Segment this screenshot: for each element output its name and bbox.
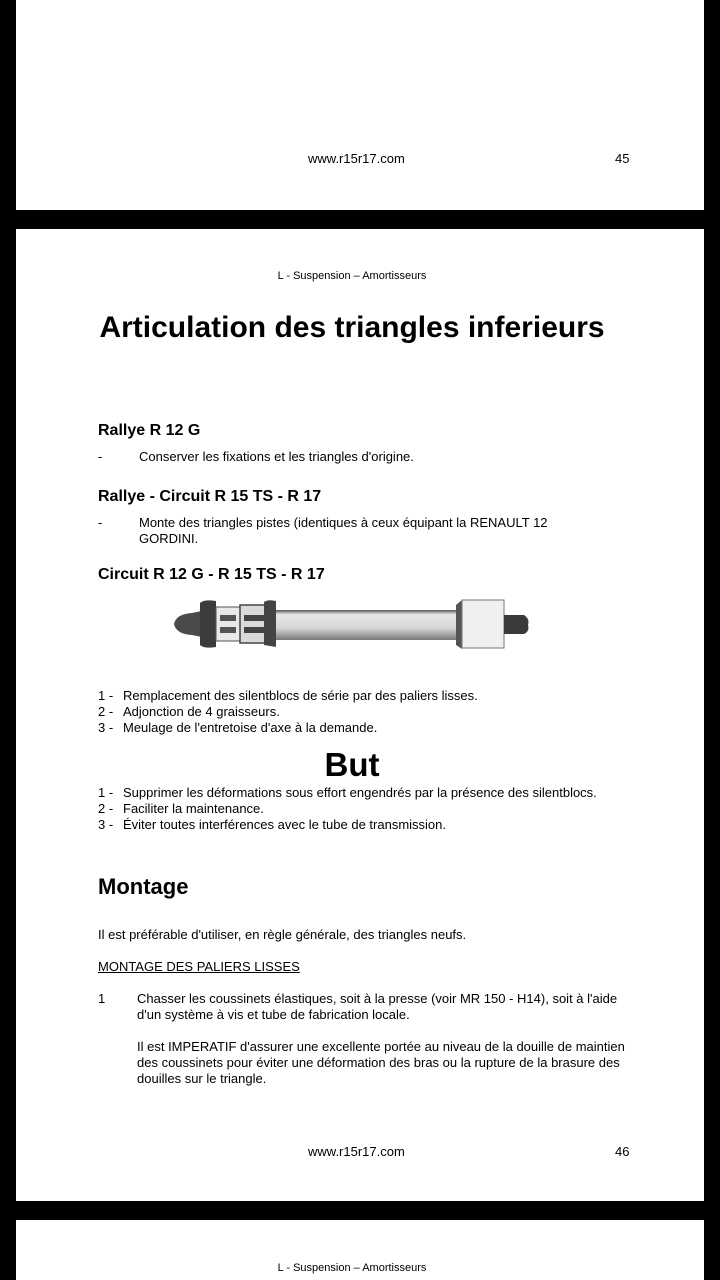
- page-number: 46: [615, 1144, 630, 1159]
- section-text: Conserver les fixations et les triangles d'origine.: [139, 449, 414, 464]
- list-number: 2 -: [98, 801, 114, 816]
- pdf-page-46: [16, 229, 704, 1201]
- section-heading-circuit: Circuit R 12 G - R 15 TS - R 17: [98, 566, 325, 583]
- modifications-list: [98, 688, 478, 736]
- montage-intro: Il est préférable d'utiliser, en règle générale, des triangles neufs.: [98, 927, 467, 942]
- step-note: Il est IMPERATIF d'assurer une excellente portée au niveau de la douille de maintien des coussinets pour éviter une déformation des bras ou la rupture de la brasure des douilles sur le triangle.: [137, 1039, 625, 1086]
- list-number: 2 -: [98, 704, 114, 719]
- axle-bolt-photo-icon: [172, 597, 532, 651]
- list-text: Meulage de l'entretoise d'axe à la demande.: [123, 720, 378, 735]
- footer-url: www.r15r17.com: [308, 1144, 405, 1159]
- list-text: Remplacement des silentblocs de série par des paliers lisses.: [123, 688, 478, 703]
- running-head: L - Suspension – Amortisseurs: [277, 270, 427, 282]
- section-text: Monte des triangles pistes (identiques à ceux équipant la RENAULT 12 GORDINI.: [139, 515, 548, 546]
- list-number: 1 -: [98, 688, 114, 703]
- page-number: 45: [615, 151, 630, 166]
- list-item: [98, 704, 478, 720]
- step-number: 1: [98, 991, 106, 1006]
- list-text: Adjonction de 4 graisseurs.: [123, 704, 280, 719]
- footer-url: www.r15r17.com: [308, 151, 405, 166]
- montage-subheading: MONTAGE DES PALIERS LISSES: [98, 959, 300, 974]
- bullet-dash: -: [98, 515, 103, 530]
- goals-list: [98, 785, 606, 833]
- list-text: Éviter toutes interférences avec le tube de transmission.: [123, 817, 446, 832]
- section-heading-rallye-r12g: Rallye R 12 G: [98, 422, 201, 439]
- list-number: 3 -: [98, 817, 114, 832]
- pdf-page-47: [16, 1220, 704, 1280]
- list-number: 1 -: [98, 785, 114, 800]
- list-item: [98, 817, 606, 833]
- page-title: Articulation des triangles inferieurs: [99, 311, 605, 344]
- pdf-page-45: [16, 0, 704, 210]
- list-number: 3 -: [98, 720, 114, 735]
- list-item: [98, 688, 478, 704]
- section-heading-rallye-circuit: Rallye - Circuit R 15 TS - R 17: [98, 488, 322, 505]
- running-head: L - Suspension – Amortisseurs: [277, 1262, 427, 1274]
- list-text: Supprimer les déformations sous effort engendrés par la présence des silentblocs.: [123, 785, 597, 800]
- list-item: [98, 785, 606, 801]
- but-heading: But: [324, 746, 380, 783]
- list-item: [98, 801, 606, 817]
- list-text: Faciliter la maintenance.: [123, 801, 264, 816]
- list-item: [98, 720, 478, 736]
- bullet-dash: -: [98, 449, 103, 464]
- montage-heading: Montage: [98, 874, 189, 899]
- step-text: Chasser les coussinets élastiques, soit à la presse (voir MR 150 - H14), soit à l'aide d'un système à vis et tube de fabrication locale.: [137, 991, 618, 1022]
